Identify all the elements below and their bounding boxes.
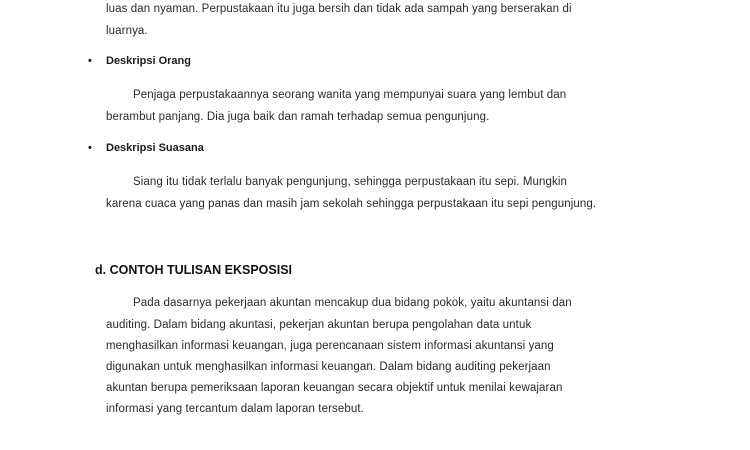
section-heading: d. CONTOH TULISAN EKSPOSISI [95, 263, 293, 277]
body-text-line: karena cuaca yang panas dan masih jam sekolah sehingga perpustakaan itu sepi pengunjung. [106, 198, 597, 210]
body-text-line: informasi yang tercantum dalam laporan tersebut. [106, 403, 364, 415]
body-text-line: digunakan untuk menghasilkan informasi keuangan. Dalam bidang auditing pekerjaan [106, 361, 551, 373]
body-text-line: Penjaga perpustakaannya seorang wanita yang mempunyai suara yang lembut dan [133, 89, 567, 101]
body-text-line: luas dan nyaman. Perpustakaan itu juga bersih dan tidak ada sampah yang berserakan di [106, 3, 572, 15]
bullet-icon: • [88, 55, 92, 67]
body-text-line: Siang itu tidak terlalu banyak pengunjung, sehingga perpustakaan itu sepi. Mungkin [133, 176, 567, 188]
body-text-line: Pada dasarnya pekerjaan akuntan mencakup dua bidang pokok, yaitu akuntansi dan [133, 297, 572, 309]
subsection-title-deskripsi-suasana: Deskripsi Suasana [106, 142, 204, 154]
bullet-icon: • [88, 142, 92, 154]
subsection-title-deskripsi-orang: Deskripsi Orang [106, 55, 191, 67]
body-text-line: berambut panjang. Dia juga baik dan ramah terhadap semua pengunjung. [106, 111, 490, 123]
body-text-line: akuntan berupa pemeriksaan laporan keuangan secara objektif untuk menilai kewajaran [106, 382, 563, 394]
body-text-line: auditing. Dalam bidang akuntasi, pekerjan akuntan berupa pengolahan data untuk [106, 319, 532, 331]
body-text-line: menghasilkan informasi keuangan, juga perencanaan sistem informasi akuntansi yang [106, 340, 554, 352]
body-text-line: luarnya. [106, 25, 148, 37]
